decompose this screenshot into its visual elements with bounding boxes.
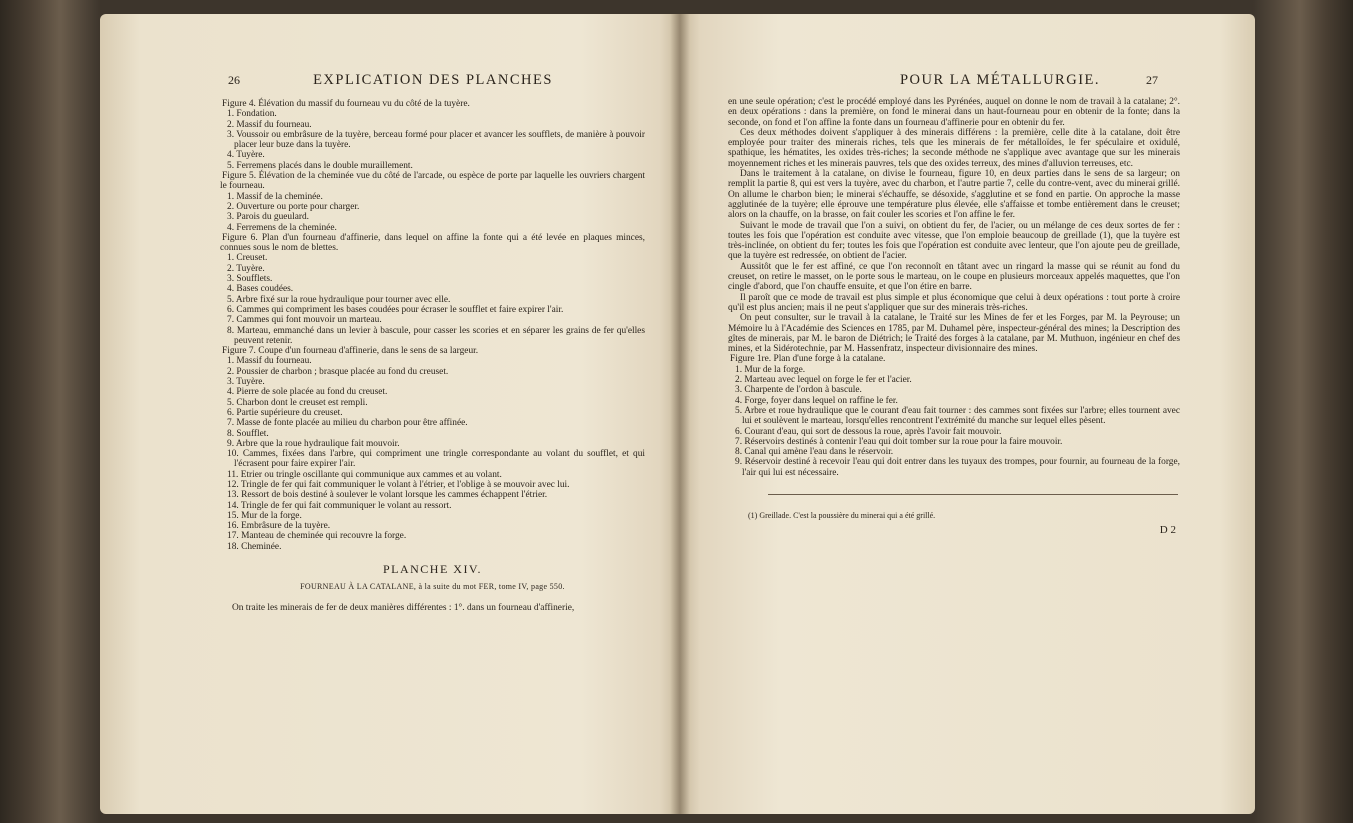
right-page-number: 27 (1145, 73, 1158, 87)
right-page-title: POUR LA MÉTALLURGIE. (899, 72, 1100, 88)
paragraph: 5. Ferremens placés dans le double muraillement. (227, 160, 413, 171)
paragraph: 11. Etrier ou tringle oscillante qui communique aux cammes et au volant. (227, 469, 502, 480)
paragraph: Suivant le mode de travail que l'on a suivi, on obtient du fer, de l'acier, ou un mélange de ces deux sortes de fer : toutes les fois que l'opération est conduite avec vitesse, que l'on emploie beaucoup de greillade (1), que la tuyère est très-inclinée, on obtient du fer; toutes les fois que l'opération est conduite avec lenteur, que l'on ajoute peu de greillade, que la tuyère est redressée, on obtient de l'acier. (728, 220, 1180, 262)
paragraph: 6. Partie supérieure du creuset. (227, 407, 343, 418)
paragraph: 17. Manteau de cheminée qui recouvre la forge. (227, 531, 407, 542)
book-gutter (670, 14, 690, 814)
paragraph: 6. Courant d'eau, qui sort de dessous la roue, après l'avoir fait mouvoir. (735, 426, 1002, 437)
paragraph: Aussitôt que le fer est affiné, ce que l'on reconnoît en tâtant avec un ringard la masse qui se réunit au fond du creuset, on retire le masset, on le porte sous le marteau, on le coupe en plusieurs morceaux appelés maquettes, que l'on cingle d'abord, que l'on chauffe ensuite, et que l'on étire en barre. (728, 261, 1180, 293)
paragraph: 4. Pierre de sole placée au fond du creuset. (227, 387, 388, 398)
paragraph: 3. Charpente de l'ordon à bascule. (735, 385, 862, 396)
paragraph: 12. Tringle de fer qui fait communiquer le volant à l'étrier, et l'oblige à se mouvoir avec lui. (227, 479, 570, 490)
paragraph: 5. Arbre fixé sur la roue hydraulique pour tourner avec elle. (227, 294, 451, 305)
paragraph: 3. Soufflets. (227, 274, 273, 285)
paragraph: 5. Arbre et roue hydraulique que le courant d'eau fait tourner : des cammes sont fixées sur l'arbre; elles tournent avec lui et soulèvent le marteau, lorsqu'elles rencontrent l'extrémité du manche sur lequel elles pèsent. (735, 405, 1180, 427)
paragraph: Figure 7. Coupe d'un fourneau d'affinerie, dans le sens de sa largeur. (222, 346, 479, 357)
paragraph: 10. Cammes, fixées dans l'arbre, qui compriment une tringle correspondante au volant du soufflet, et qui l'écrasent pour faire expirer l'air. (227, 449, 645, 470)
paragraph: 1. Fondation. (227, 109, 277, 120)
paragraph: 4. Ferremens de la cheminée. (227, 222, 337, 233)
footnote-rule (768, 494, 1178, 495)
paragraph: 1. Massif du fourneau. (227, 356, 312, 367)
left-page-body (220, 99, 645, 613)
paragraph: 4. Tuyère. (227, 150, 265, 161)
paragraph: 4. Bases coudées. (227, 284, 294, 295)
paragraph: 7. Cammes qui font mouvoir un marteau. (227, 315, 382, 326)
paragraph: On peut consulter, sur le travail à la catalane, le Traité sur les Mines de fer et les Forges, par M. la Peyrouse; un Mémoire lu à l'Académie des Sciences en 1785, par M. Duhamel père, inspecteur-général des mines; la Description des gîtes de minerais, par M. le baron de Diétrich; le Traité des forges à la catalane, par M. Muthuon, ingénieur en chef des mines, et la Sidérotechnie, par M. Hassenfratz, inspecteur divisionnaire des mines. (728, 313, 1180, 355)
paragraph: 4. Forge, foyer dans lequel on raffine le fer. (735, 395, 898, 406)
paragraph: 3. Tuyère. (227, 377, 265, 388)
paragraph: 2. Massif du fourneau. (227, 119, 312, 130)
left-page (100, 14, 680, 814)
left-page-number: 26 (228, 73, 240, 87)
paragraph: 14. Tringle de fer qui fait communiquer le volant au ressort. (227, 500, 452, 511)
paragraph: Figure 4. Élévation du massif du fourneau vu du côté de la tuyère. (222, 99, 470, 109)
right-page (680, 14, 1255, 814)
paragraph: 2. Ouverture ou porte pour charger. (227, 201, 360, 212)
paragraph: 5. Charbon dont le creuset est rempli. (227, 397, 368, 408)
paragraph: 9. Arbre que la roue hydraulique fait mouvoir. (227, 438, 400, 449)
paragraph: 2. Tuyère. (227, 263, 265, 274)
left-page-title: EXPLICATION DES PLANCHES (313, 72, 553, 88)
paragraph: 15. Mur de la forge. (227, 510, 302, 521)
footnote: (1) Greillade. C'est la poussière du minerai qui a été grillé. (748, 510, 936, 520)
paragraph: 7. Masse de fonte placée au milieu du charbon pour être affinée. (227, 418, 468, 429)
paragraph: 2. Marteau avec lequel on forge le fer et l'acier. (735, 375, 912, 386)
paragraph: Figure 5. Élévation de la cheminée vue du côté de l'arcade, ou espèce de porte par laquelle les ouvriers chargent le fourneau. (220, 171, 645, 192)
plate-title: PLANCHE XIV. (382, 562, 483, 577)
paragraph: 2. Poussier de charbon ; brasque placée au fond du creuset. (227, 366, 449, 377)
left-running-head (228, 72, 640, 89)
paragraph: 1. Mur de la forge. (735, 364, 806, 375)
paragraph: 7. Réservoirs destinés à contenir l'eau qui doit tomber sur la roue pour la faire mouvoir. (735, 436, 1063, 447)
signature-mark: D 2 (1159, 524, 1176, 537)
right-paragraphs (728, 97, 1180, 478)
paragraph: 1. Creuset. (227, 253, 268, 264)
plate-subtitle: FOURNEAU À LA CATALANE, à la suite du mot FER, tome IV, page 550. (300, 582, 565, 592)
paragraph: 18. Cheminée. (227, 541, 282, 552)
paragraph: 8. Soufflet. (227, 428, 269, 439)
paragraph: en une seule opération; c'est le procédé employé dans les Pyrénées, auquel on donne le nom de travail à la catalane; 2°. en deux opérations : dans la première, on fond le minerai dans un haut-fourneau pour en obtenir de la fonte; dans la seconde, on fond et l'on affine la fonte dans un fourneau d'affinerie pour en obtenir du fer. (728, 97, 1180, 128)
paragraph: 3. Parois du gueulard. (227, 212, 310, 223)
paragraph: Ces deux méthodes doivent s'appliquer à des minerais différens : la première, celle dite à la catalane, doit être employée pour traiter des minerais riches, tels que les minerais de fer métalloïdes, le fer spéculaire et oxidulé, spathique, les hématites, les oxides très-riches; la seconde méthode ne s'applique avec avantage que sur les minerais moyennement riches et les minerais pauvres, tels que des oxides terreux, des mines d'alluvion terreuses, etc. (728, 127, 1180, 169)
paragraph: 6. Cammes qui compriment les bases coudées pour écraser le soufflet et faire expirer l'air. (227, 304, 564, 315)
paragraph: 13. Ressort de bois destiné à soulever le volant lorsque les cammes échappent l'étrier. (227, 490, 548, 501)
paragraph: 3. Voussoir ou embrâsure de la tuyère, berceau formé pour placer et avancer les soufflets, de manière à pouvoir placer leur buze dans la tuyère. (227, 129, 645, 151)
paragraph: Il paroît que ce mode de travail est plus simple et plus économique que celui à deux opérations : tout porte à croire qu'il est plus ancien; mais il ne peut s'appliquer que sur des minerais très-riches. (728, 292, 1180, 313)
paragraph: Figure 1re. Plan d'une forge à la catalane. (730, 354, 886, 365)
paragraph: 9. Réservoir destiné à recevoir l'eau qui doit entrer dans les tuyaux des trompes, pour fournir, au fourneau de la forge, l'air qui lui est nécessaire. (735, 457, 1180, 478)
paragraph: 8. Canal qui amène l'eau dans le réservoir. (735, 447, 894, 458)
paragraph: Dans le traitement à la catalane, on divise le fourneau, figure 10, en deux parties dans le sens de sa largeur; on remplit la partie 8, qui est vers la tuyère, avec du charbon, et l'autre partie 7, celle du contre-vent, avec du minerai grillé. On allume le charbon bien; le minerai s'échauffe, se désoxide, s'agglutine et se fond en partie. On approche la masse agglutinée de la tuyère; elle éprouve une température plus élevée, elle s'affaisse et tombe entièrement dans le creuset; alors on la chauffe, on la brasse, on fait couler les scories et l'on affine le fer. (728, 169, 1180, 221)
right-page-body (728, 97, 1180, 536)
paragraph: 16. Embrâsure de la tuyère. (227, 521, 331, 532)
left-paragraphs (220, 99, 645, 552)
paragraph: Figure 6. Plan d'un fourneau d'affinerie, dans lequel on affine la fonte qui a été levée en plaques minces, connues sous le nom de blettes. (220, 232, 645, 254)
paragraph: 1. Massif de la cheminée. (227, 191, 323, 202)
right-running-head (840, 72, 1158, 89)
closing-paragraph: On traite les minerais de fer de deux manières différentes : 1°. dans un fourneau d'affinerie, (232, 602, 575, 613)
paragraph: 8. Marteau, emmanché dans un levier à bascule, pour casser les scories et en séparer les grains de fer qu'elles peuvent retenir. (227, 325, 645, 346)
